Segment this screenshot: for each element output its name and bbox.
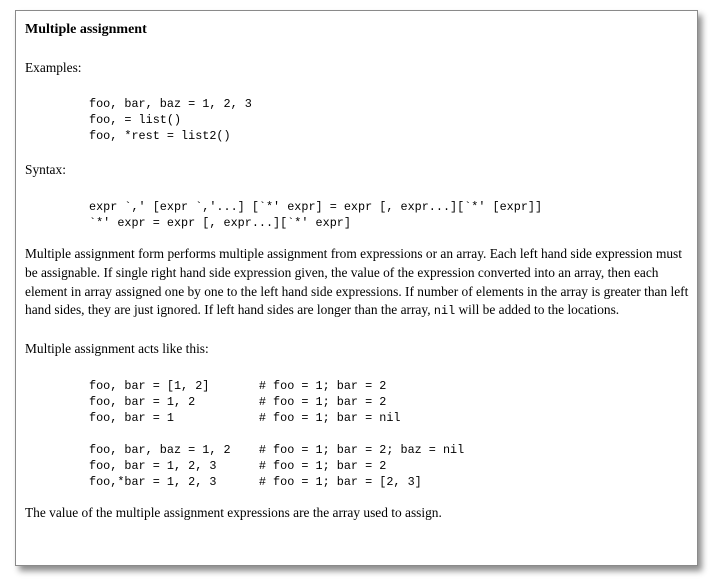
acts-like-code-block: foo, bar = [1, 2] # foo = 1; bar = 2 foo, bar = 1, 2 # foo = 1; bar = 2 foo, bar = 1 # foo = 1; bar = nil foo, bar, baz = 1, 2 # foo = 1; bar = 2; baz = nil foo, bar = 1, 2, 3 # foo = 1; bar = 2 foo,*bar = 1, 2, 3 # foo = 1; bar = [2, 3]	[89, 378, 465, 489]
syntax-label: Syntax:	[25, 162, 66, 178]
examples-code-block: foo, bar, baz = 1, 2, 3 foo, = list() foo, *rest = list2()	[89, 97, 252, 144]
document-frame	[15, 10, 698, 566]
section-heading: Multiple assignment	[25, 22, 147, 37]
description-text: Multiple assignment form performs multiple assignment from expressions or an array. Each left hand side expression must be assignable. If single right hand side expression given, the value of the expression converted into an array, then each element in array assigned one by one to the left hand side expressions. If number of elements in the array is greater than left hand sides, they are just ignored. If left hand sides are longer than the array,	[25, 246, 689, 318]
document-content	[25, 21, 693, 522]
conclusion-paragraph: The value of the multiple assignment expressions are the array used to assign.	[25, 504, 442, 520]
nil-keyword: nil	[433, 304, 456, 319]
acts-like-label: Multiple assignment acts like this:	[25, 340, 209, 356]
examples-label: Examples:	[25, 59, 82, 75]
syntax-code-block: expr `,' [expr `,'...] [`*' expr] = expr [, expr...][`*' [expr]] `*' expr = expr [, expr...][`*' expr]	[89, 200, 543, 231]
description-text-end: will be added to the locations.	[455, 302, 620, 318]
description-paragraph	[25, 245, 693, 321]
